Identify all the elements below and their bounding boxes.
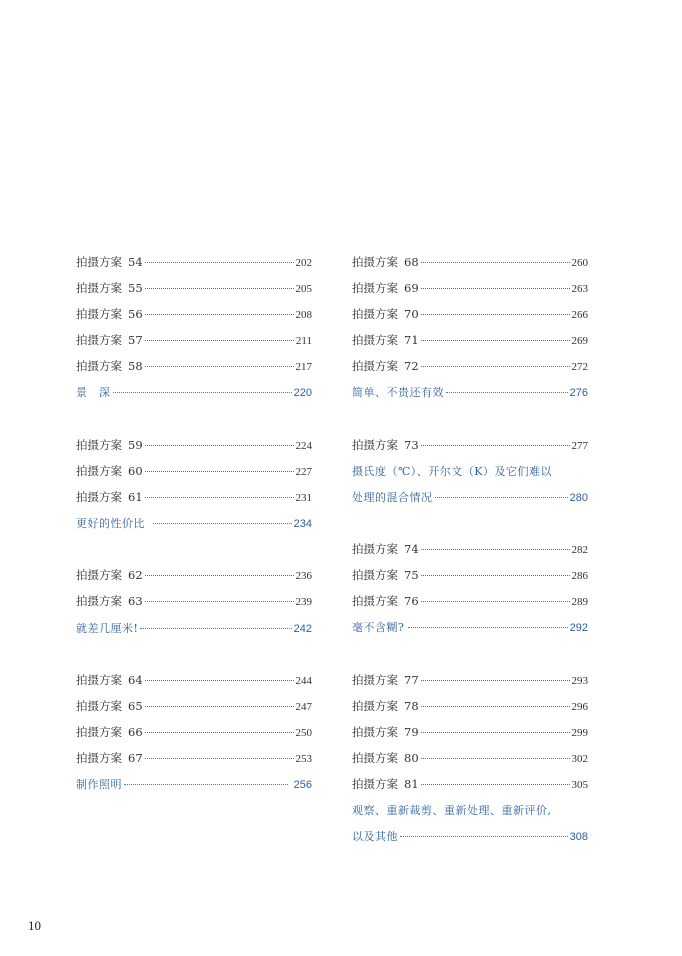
leader-dots bbox=[113, 392, 292, 393]
toc-topic[interactable]: 更好的性价比 234 bbox=[76, 517, 312, 530]
toc-entry[interactable]: 拍摄方案 55 205 bbox=[76, 281, 312, 295]
toc-entry[interactable]: 拍摄方案 77 293 bbox=[352, 673, 588, 687]
leader-dots bbox=[408, 627, 567, 628]
leader-dots bbox=[421, 601, 570, 602]
leader-dots bbox=[145, 732, 294, 733]
toc-entry[interactable]: 拍摄方案 59 224 bbox=[76, 438, 312, 452]
toc-entry[interactable]: 拍摄方案 75 286 bbox=[352, 568, 588, 582]
leader-dots bbox=[145, 445, 294, 446]
toc-entry[interactable]: 拍摄方案 73 277 bbox=[352, 438, 588, 452]
toc-entry[interactable]: 拍摄方案 70 266 bbox=[352, 307, 588, 321]
leader-dots bbox=[421, 549, 570, 550]
toc-topic-line: 观察、重新裁剪、重新处理、重新评价, bbox=[352, 804, 552, 817]
leader-dots bbox=[421, 575, 570, 576]
toc-entry[interactable]: 拍摄方案 76 289 bbox=[352, 594, 588, 608]
leader-dots bbox=[140, 628, 291, 629]
toc-entry[interactable]: 拍摄方案 72 272 bbox=[352, 359, 588, 373]
toc-topic[interactable]: 处理的混合情况 280 bbox=[352, 491, 588, 504]
toc-topic[interactable]: 毫不含糊? 292 bbox=[352, 621, 588, 634]
toc-entry[interactable]: 拍摄方案 58 217 bbox=[76, 359, 312, 373]
toc-entry[interactable]: 拍摄方案 74 282 bbox=[352, 542, 588, 556]
page-number: 10 bbox=[28, 918, 41, 933]
toc-entry[interactable]: 拍摄方案 67 253 bbox=[76, 751, 312, 765]
leader-dots bbox=[145, 706, 294, 707]
leader-dots bbox=[421, 706, 570, 707]
toc-entry[interactable]: 拍摄方案 60 227 bbox=[76, 464, 312, 478]
toc-entry[interactable]: 拍摄方案 54 202 bbox=[76, 255, 312, 269]
toc-topic[interactable]: 以及其他 308 bbox=[352, 830, 588, 843]
leader-dots bbox=[421, 758, 570, 759]
toc-entry[interactable]: 拍摄方案 66 250 bbox=[76, 725, 312, 739]
leader-dots bbox=[145, 601, 294, 602]
leader-dots bbox=[153, 523, 292, 524]
leader-dots bbox=[421, 340, 570, 341]
toc-entry[interactable]: 拍摄方案 63 239 bbox=[76, 594, 312, 608]
leader-dots bbox=[446, 392, 568, 393]
toc-entry[interactable]: 拍摄方案 69 263 bbox=[352, 281, 588, 295]
leader-dots bbox=[145, 680, 294, 681]
leader-dots bbox=[435, 497, 568, 498]
toc-topic[interactable]: 简单、不贵还有效 276 bbox=[352, 386, 588, 399]
leader-dots bbox=[400, 836, 568, 837]
leader-dots bbox=[421, 366, 570, 367]
leader-dots bbox=[145, 471, 294, 472]
toc-entry[interactable]: 拍摄方案 56 208 bbox=[76, 307, 312, 321]
toc-entry[interactable]: 拍摄方案 81 305 bbox=[352, 777, 588, 791]
leader-dots bbox=[421, 732, 570, 733]
toc-entry[interactable]: 拍摄方案 64 244 bbox=[76, 673, 312, 687]
leader-dots bbox=[421, 784, 570, 785]
toc-topic[interactable]: 制作照明 256 bbox=[76, 778, 312, 791]
toc-topic[interactable]: 就差几厘米! 242 bbox=[76, 622, 312, 635]
leader-dots bbox=[145, 497, 294, 498]
leader-dots bbox=[145, 340, 294, 341]
leader-dots bbox=[421, 314, 570, 315]
leader-dots bbox=[145, 314, 294, 315]
toc-entry[interactable]: 拍摄方案 62 236 bbox=[76, 568, 312, 582]
leader-dots bbox=[145, 575, 294, 576]
leader-dots bbox=[421, 445, 570, 446]
leader-dots bbox=[421, 680, 570, 681]
leader-dots bbox=[145, 758, 294, 759]
toc-entry[interactable]: 拍摄方案 68 260 bbox=[352, 255, 588, 269]
toc-entry[interactable]: 拍摄方案 61 231 bbox=[76, 490, 312, 504]
toc-entry[interactable]: 拍摄方案 71 269 bbox=[352, 333, 588, 347]
leader-dots bbox=[421, 262, 570, 263]
toc-topic[interactable]: 景 深 220 bbox=[76, 386, 312, 399]
toc-entry[interactable]: 拍摄方案 78 296 bbox=[352, 699, 588, 713]
toc-entry[interactable]: 拍摄方案 80 302 bbox=[352, 751, 588, 765]
toc-entry[interactable]: 拍摄方案 65 247 bbox=[76, 699, 312, 713]
toc-topic-line: 摄氏度（℃）、开尔文（K）及它们难以 bbox=[352, 465, 553, 478]
toc-entry[interactable]: 拍摄方案 57 211 bbox=[76, 333, 312, 347]
leader-dots bbox=[145, 262, 294, 263]
leader-dots bbox=[124, 784, 288, 785]
leader-dots bbox=[145, 366, 294, 367]
leader-dots bbox=[145, 288, 294, 289]
toc-entry[interactable]: 拍摄方案 79 299 bbox=[352, 725, 588, 739]
leader-dots bbox=[421, 288, 570, 289]
